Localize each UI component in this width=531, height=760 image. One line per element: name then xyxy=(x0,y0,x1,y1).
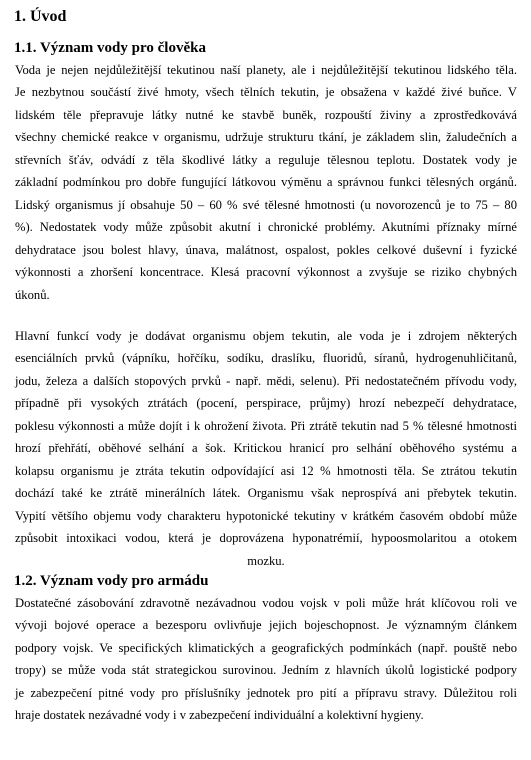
text-line: Voda je nejen nejdůležitější tekutinou naší planety, ale i nejdůležitější tekutinou lidského těla. xyxy=(15,63,517,77)
text-line: mozku. xyxy=(247,553,285,568)
text-line: hraje dostatek nezávadné vody i v zabezpečení individuální a kolektivní hygieny. xyxy=(15,708,424,723)
text-line: Vypití většího objemu vody charakteru hypotonické tekutiny v krátkém časovém období může xyxy=(15,508,517,523)
text-line: případně při vysokých ztrátách (pocení, perspirace, průjmy) hrozí nebezpečí dehydratace, xyxy=(15,396,517,411)
text-line: dehydratace jsou bolest hlavy, únava, malátnost, ospalost, pokles celkové duševní i fyzické xyxy=(15,242,517,257)
text-line: podpory vojsk. Ve specifických klimatických a geografických podmínkách (např. pouště nebo xyxy=(15,640,517,655)
text-line: výkonnosti a zhoršení koncentrace. Klesá pracovní výkonnost a zvyšuje se riziko chybných xyxy=(15,265,517,280)
section-heading-water-for-humans: 1.1. Význam vody pro člověka xyxy=(14,40,206,56)
text-line: tropy) se může voda stát strategickou surovinou. Jedním z hlavních úkolů logistické podpory xyxy=(15,663,517,678)
text-line: dochází také ke ztrátě minerálních látek. Organismu však neprospívá ani přebytek tekutin. xyxy=(15,486,517,501)
text-line: základní podmínkou pro dobře fungující látkovou výměnu a správnou funkci tělesných orgánů. xyxy=(15,175,517,190)
section-heading-water-for-army: 1.2. Význam vody pro armádu xyxy=(14,573,209,589)
text-line: Je nezbytnou součástí živé hmoty, všech tělních tekutin, je obsažena v každé živé buňce. V xyxy=(15,85,517,100)
text-line: je zabezpečení pitné vody pro příslušníky jednotek pro pití a přípravu stravy. Důležitou roli xyxy=(15,685,517,700)
text-line: Lidský organismus jí obsahuje 50 – 60 % své tělesné hmotnosti (u novorozenců je to 75 – 80 xyxy=(15,197,517,212)
text-line: kolapsu organismu je ztráta tekutin odpovídající asi 12 % hmotnosti těla. Se ztrátou tekutin xyxy=(15,463,517,478)
paragraph-water-functions xyxy=(15,325,517,572)
text-line: vývoji bojové operace a bezesporu ovlivňuje jejich bojeschopnost. Je významným článkem xyxy=(15,618,517,633)
chapter-heading: 1. Úvod xyxy=(14,8,67,25)
text-line: způsobit intoxikaci vodou, která je doprovázena hyponatrémií, hypoosmolaritou a otokem xyxy=(15,531,517,546)
text-line: esenciálních prvků (vápníku, hořčíku, sodíku, draslíku, fluoridů, síranů, hydrogenuhličitanů, xyxy=(15,351,517,366)
text-line: střevních šťáv, odvádí z těla škodlivé látky a reguluje tělesnou teplotu. Dostatek vody je xyxy=(15,152,517,167)
text-line: poklesu výkonnosti a může dojít i k ohrožení života. Při ztrátě tekutin nad 5 % tělesné hmotnosti xyxy=(15,418,517,433)
text-line: úkonů. xyxy=(15,287,50,302)
text-line: %). Nedostatek vody může způsobit akutní i chronické problémy. Akutními příznaky mírné xyxy=(15,220,517,235)
paragraph-water-importance xyxy=(15,59,517,306)
text-line: Hlavní funkcí vody je dodávat organismu objem tekutin, ale voda je i zdrojem některých xyxy=(15,329,517,343)
text-line: hrozí přehřátí, oběhové selhání a šok. Kritickou hranicí pro selhání oběhového systému a xyxy=(15,441,517,456)
text-line: všechny chemické reakce v organismu, udržuje strukturu tkání, je základem slin, žaludečních a xyxy=(15,130,517,145)
text-line: jodu, železa a dalších stopových prvků - např. mědi, selenu). Při nedostatečném přívodu vody, xyxy=(15,373,517,388)
text-line: lidském těle přepravuje látky nutné ke stavbě buněk, rozpouští živiny a zprostředkovává xyxy=(15,107,517,122)
text-line: Dostatečné zásobování zdravotně nezávadnou vodou vojsk v poli může hrát klíčovou roli ve xyxy=(15,596,517,610)
paragraph-water-army xyxy=(15,592,517,727)
